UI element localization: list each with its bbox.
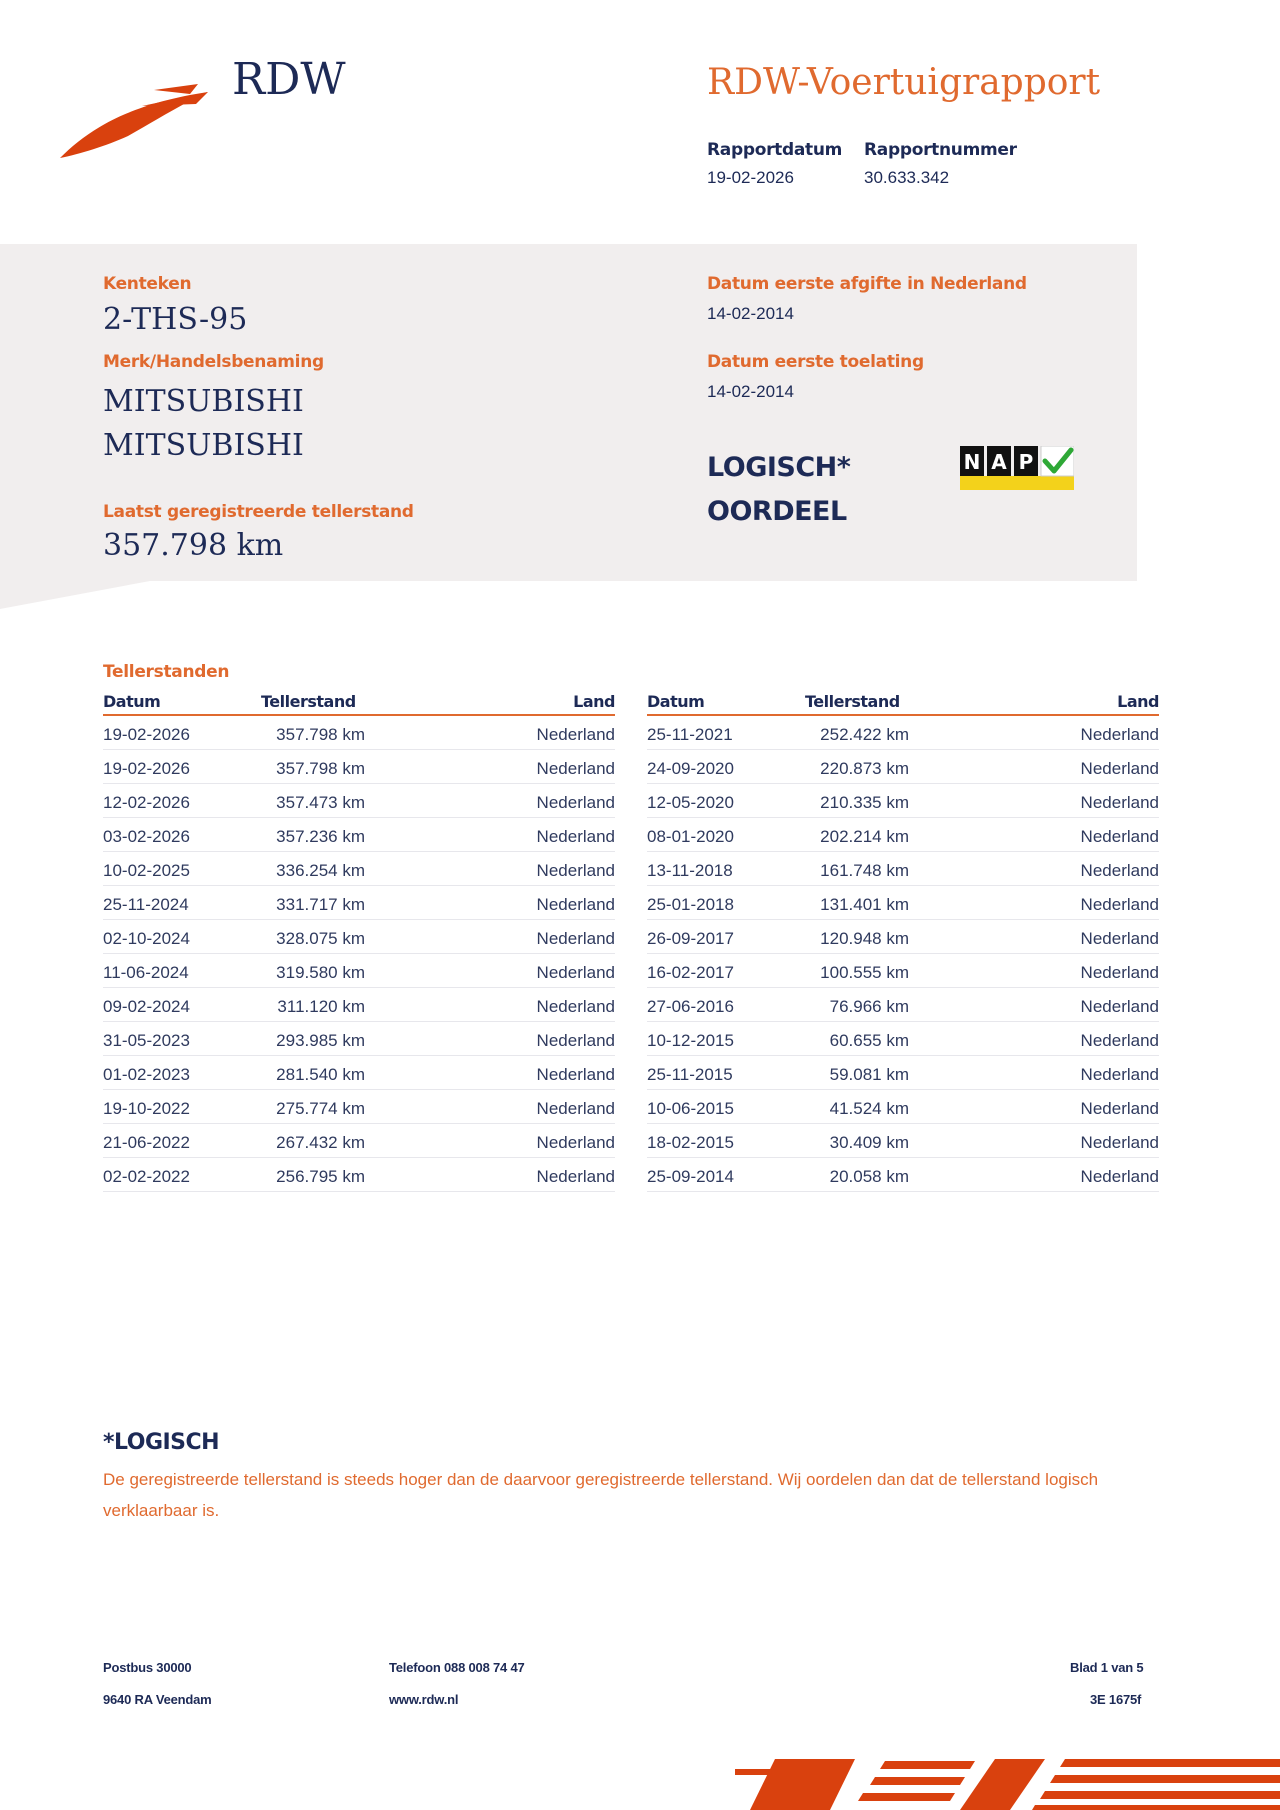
row-country: Nederland bbox=[536, 963, 615, 982]
row-country: Nederland bbox=[1080, 725, 1159, 744]
row-date: 12-05-2020 bbox=[647, 793, 734, 812]
row-country: Nederland bbox=[1080, 1031, 1159, 1050]
table-row bbox=[103, 1158, 615, 1192]
row-date: 12-02-2026 bbox=[103, 793, 190, 812]
footer-city: 9640 RA Veendam bbox=[103, 1692, 212, 1707]
row-odometer: 161.748 km bbox=[820, 861, 909, 880]
row-date: 03-02-2026 bbox=[103, 827, 190, 846]
table-row bbox=[103, 1022, 615, 1056]
row-date: 24-09-2020 bbox=[647, 759, 734, 778]
footer-telephone: Telefoon 088 008 74 47 bbox=[389, 1660, 525, 1675]
row-date: 02-02-2022 bbox=[103, 1167, 190, 1186]
footnote-text: De geregistreerde tellerstand is steeds hoger dan de daarvoor geregistreerde tellerstand. Wij oordelen dan dat de tellerstand logisch verklaarbaar is. bbox=[103, 1470, 1099, 1520]
table-row bbox=[103, 988, 615, 1022]
table-row bbox=[647, 988, 1159, 1022]
row-country: Nederland bbox=[536, 1167, 615, 1186]
nap-letter-n: N bbox=[963, 450, 981, 474]
row-odometer: 281.540 km bbox=[276, 1065, 365, 1084]
table-row bbox=[103, 852, 615, 886]
table-row bbox=[103, 920, 615, 954]
row-country: Nederland bbox=[536, 827, 615, 846]
row-odometer: 293.985 km bbox=[276, 1031, 365, 1050]
table-row bbox=[647, 716, 1159, 750]
table-row bbox=[647, 1022, 1159, 1056]
row-date: 25-11-2021 bbox=[647, 725, 733, 744]
row-date: 10-02-2025 bbox=[103, 861, 190, 880]
last-odometer-label: Laatst geregistreerde tellerstand bbox=[103, 502, 414, 522]
panel-tail bbox=[0, 581, 150, 609]
row-country: Nederland bbox=[1080, 997, 1159, 1016]
table-row bbox=[103, 1090, 615, 1124]
row-date: 21-06-2022 bbox=[103, 1133, 190, 1152]
table-row bbox=[103, 818, 615, 852]
row-odometer: 202.214 km bbox=[820, 827, 909, 846]
row-odometer: 120.948 km bbox=[820, 929, 909, 948]
verdict-label: OORDEEL bbox=[707, 496, 847, 527]
row-odometer: 76.966 km bbox=[829, 997, 909, 1016]
row-odometer: 220.873 km bbox=[820, 759, 909, 778]
col-land: Land bbox=[573, 692, 615, 711]
merk-value: MITSUBISHI bbox=[103, 384, 304, 419]
row-date: 25-11-2015 bbox=[647, 1065, 733, 1084]
row-date: 25-11-2024 bbox=[103, 895, 189, 914]
table-row bbox=[647, 750, 1159, 784]
odometer-table-left bbox=[103, 692, 615, 1192]
row-country: Nederland bbox=[536, 997, 615, 1016]
row-country: Nederland bbox=[536, 793, 615, 812]
rdw-logo-icon bbox=[58, 82, 208, 162]
first-admission-value: 14-02-2014 bbox=[707, 382, 794, 401]
table-row bbox=[647, 1056, 1159, 1090]
odometer-history-title: Tellerstanden bbox=[103, 662, 230, 682]
row-odometer: 336.254 km bbox=[276, 861, 365, 880]
row-odometer: 357.798 km bbox=[276, 725, 365, 744]
row-date: 01-02-2023 bbox=[103, 1065, 190, 1084]
col-datum: Datum bbox=[647, 692, 705, 711]
row-odometer: 41.524 km bbox=[829, 1099, 909, 1118]
row-date: 10-12-2015 bbox=[647, 1031, 734, 1050]
row-date: 19-10-2022 bbox=[103, 1099, 190, 1118]
row-date: 13-11-2018 bbox=[647, 861, 733, 880]
nap-logo-icon bbox=[960, 446, 1074, 490]
row-date: 25-09-2014 bbox=[647, 1167, 734, 1186]
row-date: 09-02-2024 bbox=[103, 997, 190, 1016]
row-country: Nederland bbox=[1080, 1099, 1159, 1118]
row-date: 19-02-2026 bbox=[103, 725, 190, 744]
table-row bbox=[103, 784, 615, 818]
col-land: Land bbox=[1117, 692, 1159, 711]
footer-doc-code: 3E 1675f bbox=[1090, 1692, 1142, 1707]
footer-page-number: Blad 1 van 5 bbox=[1070, 1660, 1144, 1675]
row-odometer: 252.422 km bbox=[820, 725, 909, 744]
report-number-value: 30.633.342 bbox=[864, 168, 950, 187]
row-country: Nederland bbox=[1080, 929, 1159, 948]
table-row bbox=[647, 920, 1159, 954]
row-date: 16-02-2017 bbox=[647, 963, 734, 982]
row-country: Nederland bbox=[1080, 827, 1159, 846]
table-row bbox=[103, 1124, 615, 1158]
row-date: 08-01-2020 bbox=[647, 827, 734, 846]
row-country: Nederland bbox=[1080, 1133, 1159, 1152]
table-row bbox=[103, 1056, 615, 1090]
row-odometer: 256.795 km bbox=[276, 1167, 365, 1186]
row-country: Nederland bbox=[536, 1099, 615, 1118]
footer-postbus: Postbus 30000 bbox=[103, 1660, 192, 1675]
row-country: Nederland bbox=[1080, 861, 1159, 880]
row-date: 26-09-2017 bbox=[647, 929, 734, 948]
table-row bbox=[103, 716, 615, 750]
row-date: 31-05-2023 bbox=[103, 1031, 190, 1050]
row-country: Nederland bbox=[1080, 895, 1159, 914]
row-odometer: 30.409 km bbox=[829, 1133, 909, 1152]
row-odometer: 275.774 km bbox=[276, 1099, 365, 1118]
table-row bbox=[103, 750, 615, 784]
row-date: 10-06-2015 bbox=[647, 1099, 734, 1118]
table-row bbox=[647, 852, 1159, 886]
row-country: Nederland bbox=[536, 861, 615, 880]
row-odometer: 131.401 km bbox=[820, 895, 909, 914]
table-row bbox=[647, 954, 1159, 988]
table-header bbox=[103, 692, 615, 716]
first-issue-value: 14-02-2014 bbox=[707, 304, 794, 323]
report-number-label: Rapportnummer bbox=[864, 140, 1017, 160]
row-odometer: 267.432 km bbox=[276, 1133, 365, 1152]
col-datum: Datum bbox=[103, 692, 161, 711]
nap-letter-a: A bbox=[991, 450, 1007, 474]
row-odometer: 311.120 km bbox=[277, 997, 365, 1016]
merk-label: Merk/Handelsbenaming bbox=[103, 352, 324, 372]
table-row bbox=[647, 818, 1159, 852]
table-row bbox=[647, 784, 1159, 818]
row-odometer: 59.081 km bbox=[829, 1065, 909, 1084]
table-row bbox=[103, 886, 615, 920]
row-date: 25-01-2018 bbox=[647, 895, 734, 914]
row-odometer: 331.717 km bbox=[276, 895, 365, 914]
brand-name: RDW bbox=[232, 54, 346, 105]
table-row bbox=[103, 954, 615, 988]
row-country: Nederland bbox=[1080, 1167, 1159, 1186]
row-odometer: 100.555 km bbox=[820, 963, 909, 982]
table-row bbox=[647, 886, 1159, 920]
row-date: 27-06-2016 bbox=[647, 997, 734, 1016]
footnote-title: *LOGISCH bbox=[103, 1430, 220, 1455]
row-country: Nederland bbox=[1080, 793, 1159, 812]
row-odometer: 60.655 km bbox=[829, 1031, 909, 1050]
row-country: Nederland bbox=[536, 1133, 615, 1152]
row-odometer: 357.473 km bbox=[276, 793, 365, 812]
table-row bbox=[647, 1090, 1159, 1124]
row-date: 02-10-2024 bbox=[103, 929, 190, 948]
table-header bbox=[647, 692, 1159, 716]
row-country: Nederland bbox=[536, 1065, 615, 1084]
row-odometer: 20.058 km bbox=[829, 1167, 909, 1186]
table-row bbox=[647, 1124, 1159, 1158]
footer-website-link[interactable]: www.rdw.nl bbox=[389, 1692, 459, 1707]
first-issue-label: Datum eerste afgifte in Nederland bbox=[707, 274, 1027, 294]
report-date-label: Rapportdatum bbox=[707, 140, 843, 160]
row-date: 19-02-2026 bbox=[103, 759, 190, 778]
row-odometer: 210.335 km bbox=[820, 793, 909, 812]
row-odometer: 319.580 km bbox=[276, 963, 365, 982]
row-odometer: 357.798 km bbox=[276, 759, 365, 778]
report-date-value: 19-02-2026 bbox=[707, 168, 794, 187]
row-country: Nederland bbox=[536, 759, 615, 778]
col-tellerstand: Tellerstand bbox=[805, 692, 900, 711]
row-country: Nederland bbox=[1080, 963, 1159, 982]
decorative-stripes-icon bbox=[735, 1757, 1280, 1810]
report-title: RDW-Voertuigrapport bbox=[707, 62, 1101, 103]
verdict-status: LOGISCH* bbox=[707, 452, 851, 483]
row-country: Nederland bbox=[536, 929, 615, 948]
handelsbenaming-value: MITSUBISHI bbox=[103, 428, 304, 463]
last-odometer-value: 357.798 km bbox=[103, 528, 284, 563]
nap-letter-p: P bbox=[1018, 450, 1034, 474]
col-tellerstand: Tellerstand bbox=[261, 692, 356, 711]
row-country: Nederland bbox=[536, 895, 615, 914]
row-country: Nederland bbox=[1080, 1065, 1159, 1084]
row-country: Nederland bbox=[1080, 759, 1159, 778]
row-date: 11-06-2024 bbox=[103, 963, 189, 982]
first-admission-label: Datum eerste toelating bbox=[707, 352, 924, 372]
row-odometer: 328.075 km bbox=[276, 929, 365, 948]
row-date: 18-02-2015 bbox=[647, 1133, 734, 1152]
row-country: Nederland bbox=[536, 1031, 615, 1050]
row-country: Nederland bbox=[536, 725, 615, 744]
kenteken-value: 2-THS-95 bbox=[103, 302, 248, 337]
row-odometer: 357.236 km bbox=[276, 827, 365, 846]
table-row bbox=[647, 1158, 1159, 1192]
kenteken-label: Kenteken bbox=[103, 274, 192, 294]
odometer-table-right bbox=[647, 692, 1159, 1192]
